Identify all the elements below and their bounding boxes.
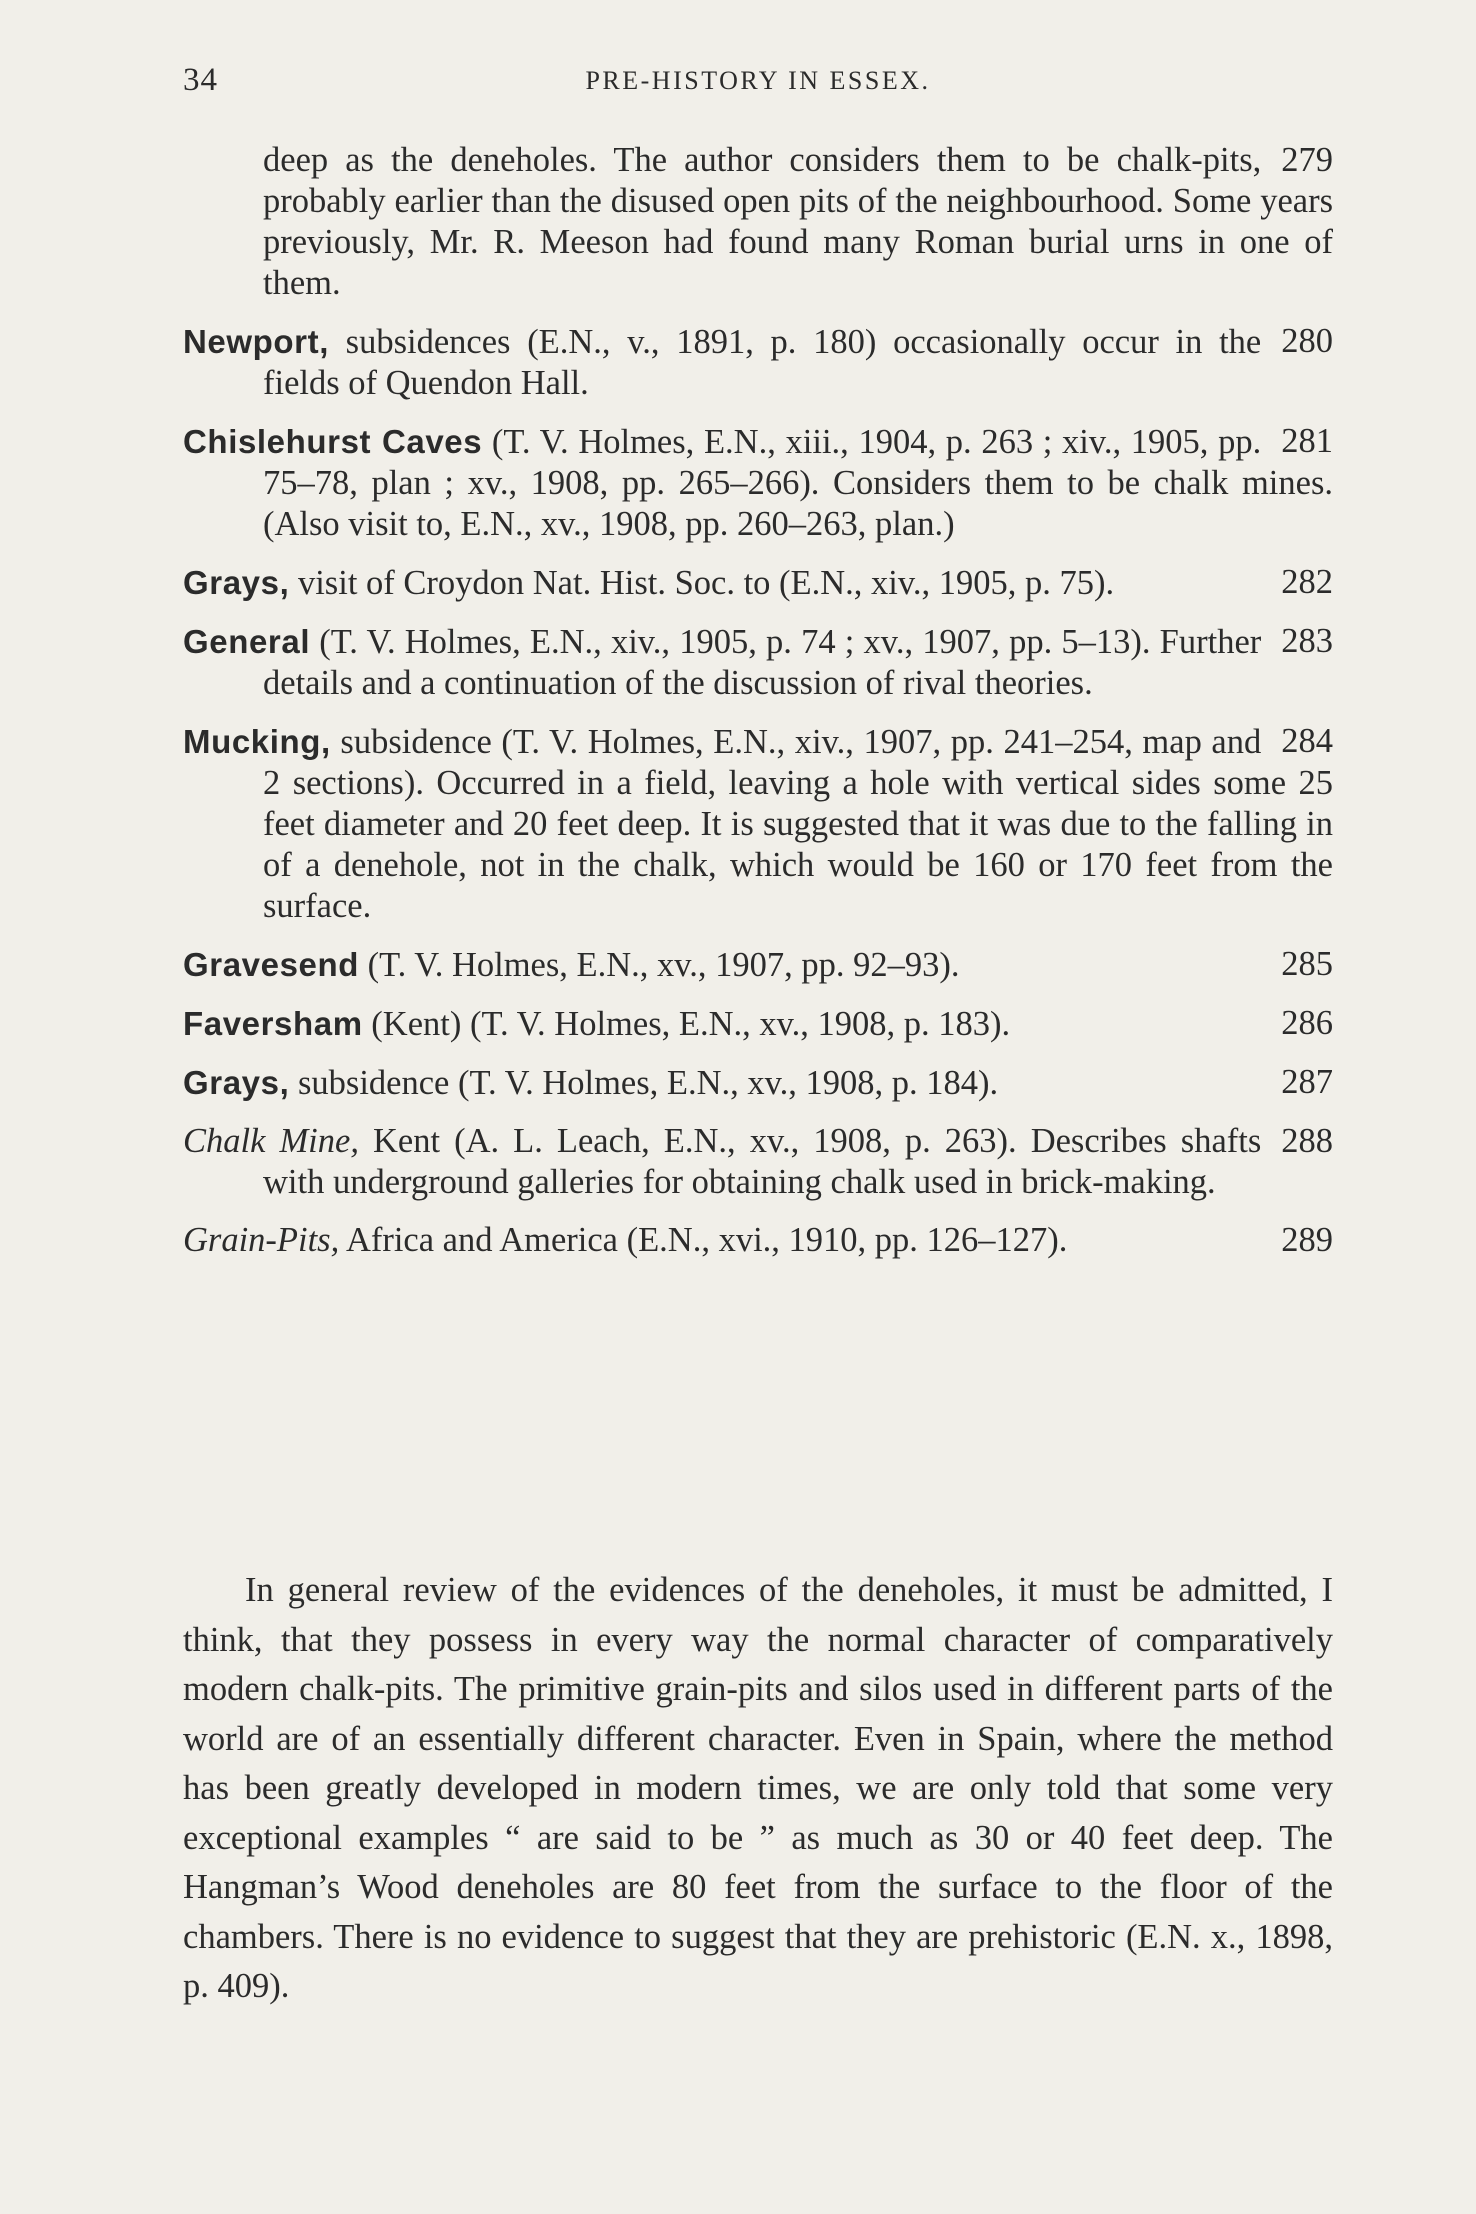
entry-heading: Grays,: [183, 1064, 290, 1101]
bibliography-entry: [183, 1003, 1333, 1045]
entry-reference-number: 289: [1281, 1221, 1333, 1259]
entry-reference-number: 279: [1281, 141, 1333, 179]
entry-reference-number: 280: [1281, 322, 1333, 360]
entry-reference-number: 288: [1281, 1122, 1333, 1160]
bibliography-entry: [183, 421, 1333, 545]
entry-text: (T. V. Holmes, E.N., xv., 1907, pp. 92–93).: [359, 946, 960, 984]
bibliography-entries: [183, 140, 1333, 1278]
entry-heading: Chislehurst Caves: [183, 423, 483, 460]
entry-text: (Kent) (T. V. Holmes, E.N., xv., 1908, p. 183).: [362, 1005, 1011, 1043]
entry-text: Africa and America (E.N., xvi., 1910, pp. 126–127).: [339, 1221, 1068, 1259]
page-number: 34: [183, 62, 218, 98]
entry-text: (T. V. Holmes, E.N., xiii., 1904, p. 263 ; xiv., 1905, pp. 75–78, plan ; xv., 1908, pp. 265–266). Considers them to be chalk mines. (Also visit to, E.N., xv., 1908, pp. 260–263, plan.): [263, 423, 1333, 543]
entry-heading: Gravesend: [183, 946, 359, 983]
bibliography-entry: [183, 621, 1333, 704]
running-title: PRE-HISTORY IN ESSEX.: [585, 66, 931, 95]
entry-text: subsidence (T. V. Holmes, E.N., xiv., 1907, pp. 241–254, map and 2 sections). Occurred in a field, leaving a hole with vertical sides some 25 feet diameter and 20 feet deep. It is suggested that it was due to the falling in of a denehole, not in the chalk, which would be 160 or 170 feet from the surface.: [263, 723, 1333, 925]
entry-text: subsidence (T. V. Holmes, E.N., xv., 1908, p. 184).: [289, 1064, 999, 1102]
entry-reference-number: 282: [1281, 563, 1333, 601]
bibliography-entry: [183, 1121, 1333, 1203]
entry-heading: Grays,: [183, 564, 290, 601]
running-head: [183, 62, 1333, 112]
body-paragraph: In general review of the evidences of the deneholes, it must be admitted, I think, that they possess in every way the normal character of comparatively modern chalk-pits. The primitive grain-pits and silos used in different parts of the world are of an essentially different character. Even in Spain, where the method has been greatly developed in modern times, we are only told that some very exceptional examples “ are said to be ” as much as 30 or 40 feet deep. The Hangman’s Wood deneholes are 80 feet from the surface to the floor of the chambers. There is no evidence to suggest that they are prehistoric (E.N. x., 1898, p. 409).: [183, 1571, 1333, 2005]
entry-text: subsidences (E.N., v., 1891, p. 180) occasionally occur in the fields of Quendon Hall.: [263, 323, 1262, 402]
entry-text: visit of Croydon Nat. Hist. Soc. to (E.N., xiv., 1905, p. 75).: [289, 564, 1115, 602]
entry-text: Kent (A. L. Leach, E.N., xv., 1908, p. 263). Describes shafts with underground galleries for obtaining chalk used in brick-making.: [263, 1122, 1262, 1201]
entry-reference-number: 281: [1281, 422, 1333, 460]
entry-reference-number: 287: [1281, 1063, 1333, 1101]
bibliography-entry: [183, 140, 1333, 304]
entry-heading: Grain-Pits,: [183, 1221, 340, 1259]
entry-reference-number: 285: [1281, 945, 1333, 983]
entry-heading: Faversham: [183, 1005, 363, 1042]
bibliography-entry: [183, 321, 1333, 404]
entry-heading: Chalk Mine,: [183, 1122, 359, 1160]
entry-text: (T. V. Holmes, E.N., xiv., 1905, p. 74 ; xv., 1907, pp. 5–13). Further details and a continuation of the discussion of rival theories.: [263, 623, 1262, 702]
bibliography-entry: [183, 721, 1333, 927]
entry-heading: General: [183, 623, 311, 660]
entry-text: deep as the deneholes. The author considers them to be chalk-pits, probably earlier than the disused open pits of the neighbourhood. Some years previously, Mr. R. Meeson had found many Roman burial urns in one of them.: [263, 141, 1333, 302]
entry-heading: Mucking,: [183, 723, 331, 760]
entry-reference-number: 284: [1281, 722, 1333, 760]
entry-reference-number: 286: [1281, 1004, 1333, 1042]
bibliography-entry: [183, 1220, 1333, 1261]
bibliography-entry: [183, 562, 1333, 604]
entry-reference-number: 283: [1281, 622, 1333, 660]
entry-heading: Newport,: [183, 323, 329, 360]
bibliography-entry: [183, 944, 1333, 986]
bibliography-entry: [183, 1062, 1333, 1104]
